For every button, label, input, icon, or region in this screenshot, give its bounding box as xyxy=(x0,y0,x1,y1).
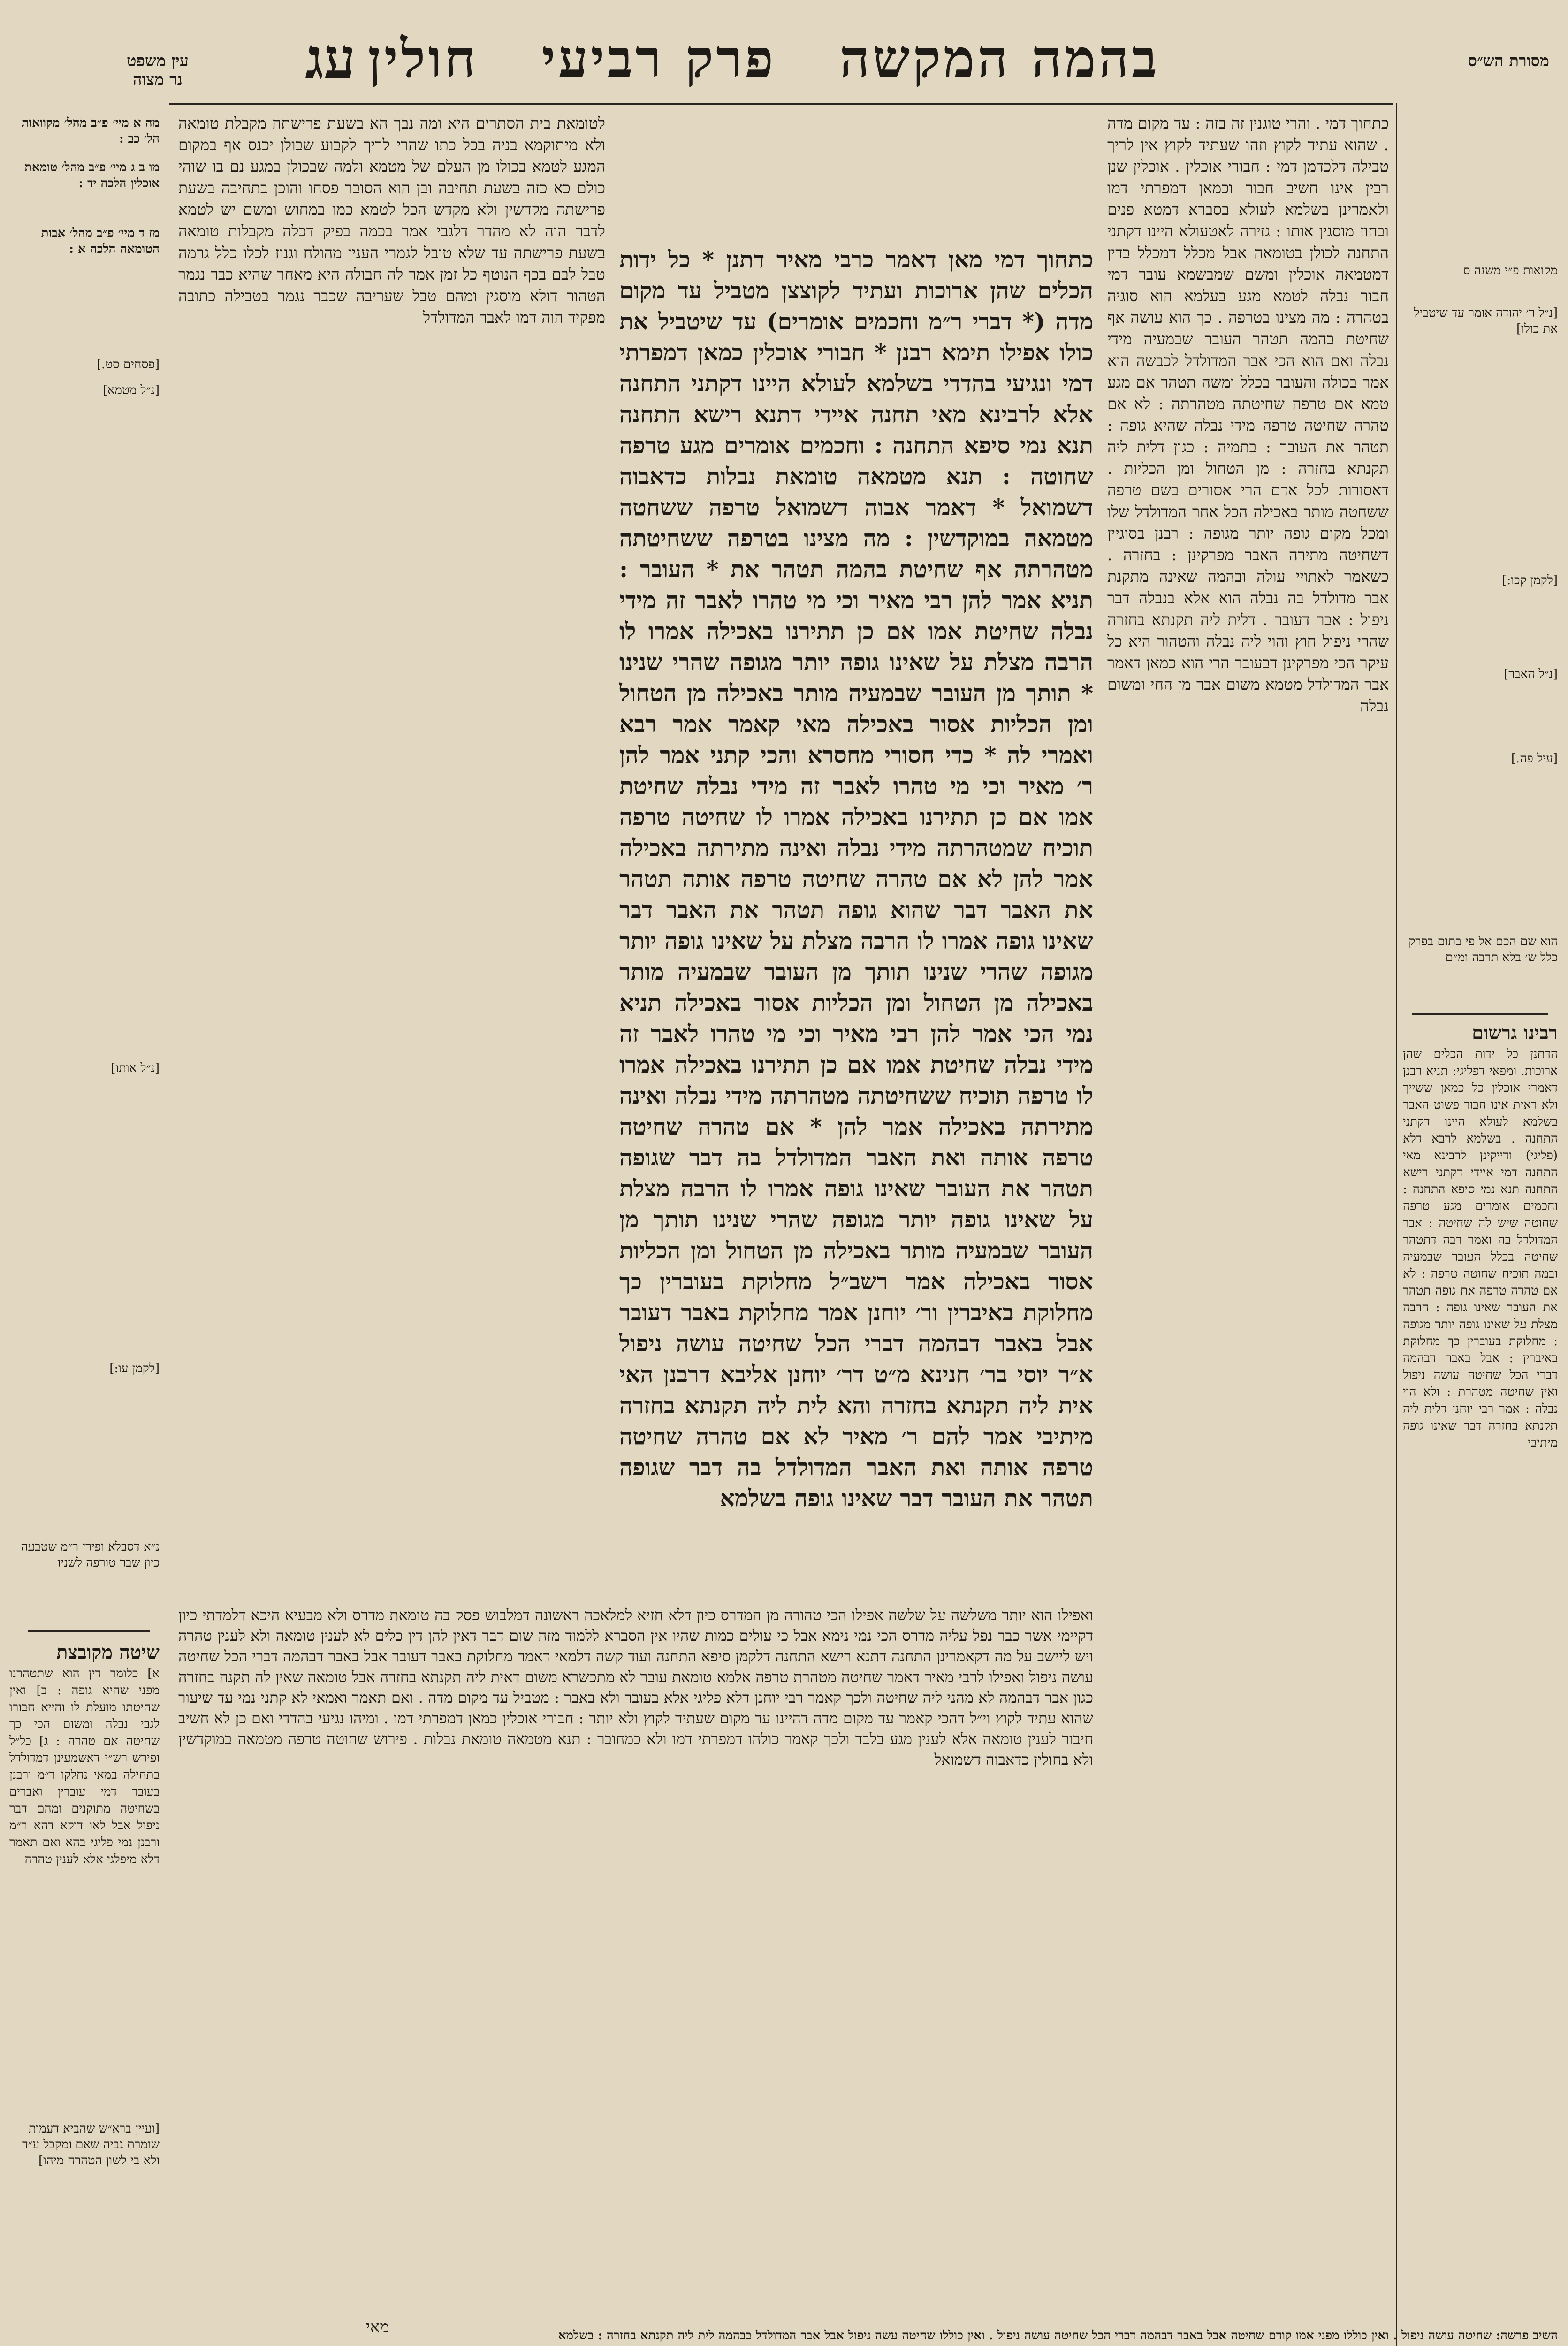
right-margin-note-4: [נ״ל האבר] xyxy=(1504,667,1558,681)
gemara-main-text: כתחוך דמי מאן דאמר כרבי מאיר דתנן * כל ידות הכלים שהן ארוכות ועתיד לקוצצן מטביל עד מקום מדה (* דברי ר״מ וחכמים אומרים) עד שיטביל את כולו אפילו תימא רבנן * חבורי אוכלין כמאן דמפרתי דמי ונגיעי בהדדי בשלמא לעולא היינו דקתני התחנה אלא לרבינא מאי תחנה איידי דתנא רישא התחנה תנא נמי סיפא התחנה : וחכמים אומרים מגע טרפה שחוטה : תנא מטמאה טומאת נבלות כדאבוה דשמואל * דאמר אבוה דשמואל טרפה ששחטה מטמאה במוקדשין : מה מצינו בטרפה ששחיטתה מטהרתה אף שחיטת בהמה תטהר את * העובר : תניא אמר להן רבי מאיר וכי מי טהרו לאבר זה מידי נבלה שחיטת אמו אם כן תתירנו באכילה אמרו לו הרבה מצלת על שאינו גופה יותר מגופה שהרי שנינו * תותך מן העובר שבמעיה מותר באכילה מן הטחול ומן הכליות אסור באכילה מאי קאמר אמר רבא ואמרי לה * כדי חסורי מחסרא והכי קתני אמר להן ר׳ מאיר וכי מי טהרו לאבר זה מידי נבלה שחיטת אמו אם כן תתירנו באכילה אמרו לו שחיטה טרפה תוכיח שמטהרתה מידי נבלה ואינה מתירתה באכילה אמר להן לא אם טהרה שחיטה טרפה אותה תטהר את האבר דבר שהוא גופה תטהר את האבר דבר שאינו גופה אמרו לו הרבה מצלת על שאינו גופה יותר מגופה שהרי שנינו תותך מן העובר שבמעיה מותר באכילה מן הטחול ומן הכליות אסור באכילה תניא נמי הכי אמר להן רבי מאיר וכי מי טהרו לאבר זה מידי נבלה שחיטת אמו אם כן תתירנו באכילה אמרו לו טרפה תוכיח ששחיטתה מטהרתה מידי נבלה ואינה מתירתה באכילה אמר להן * אם טהרה שחיטה טרפה אותה ואת האבר המדולדל בה דבר שגופה תטהר את העובר שאינו גופה אמרו לו הרבה מצלת על שאינו גופה יותר מגופה שהרי שנינו תותך מן העובר שבמעיה מותר באכילה מן הטחול ומן הכליות אסור באכילה אמר רשב״ל מחלוקת בעוברין כך מחלוקת באיברין ור׳ יוחנן אמר מחלוקת באבר דעובר אבל באבר דבהמה דברי הכל שחיטה עושה ניפול א״ר יוסי בר׳ חנינא מ״ט דר׳ יוחנן אליבא דרבנן האי אית ליה תקנתא בחזרה והא לית ליה תקנתא בחזרה מיתיבי אמר להם ר׳ מאיר לא אם טהרה שחיטה טרפה אותה ואת האבר המדולדל בה דבר שגופה תטהר את העובר דבר שאינו גופה בשלמא xyxy=(619,246,1093,1512)
masoret-label: מסורת הש״ס xyxy=(1468,52,1549,70)
shita-ornament-top xyxy=(28,1630,150,1632)
right-margin-note-5: [עיל פה.] xyxy=(1511,752,1558,766)
shita-mekubetzet-title: שיטה מקובצת xyxy=(56,1641,160,1663)
margin-ref-3: [נ״ל אותו] xyxy=(111,1061,160,1075)
page-title: בהמה המקשה פרק רביעי חולין xyxy=(368,28,1160,90)
gershom-ornament xyxy=(1412,1013,1548,1015)
rabbeinu-gershom-title: רבינו גרשום xyxy=(1472,1022,1558,1044)
right-margin-note-1: מקואות פ״י משנה ס xyxy=(1463,264,1558,278)
commentary-right-column: כתחוך דמי . והרי טוגנין זה בזה : עד מקום מדה . שהוא עתיד לקוץ וזהו שעתיד לקוץ אין לריך טבילה דלכדמן דמי : חבורי אוכלין . אוכלין שנן רבין אינו חשיב חבור וכמאן דמפרתי דמו ולאמרינן בשלמא לעולא בסברא דמטא פנים ובחוז מוסגין אותו : גזירה לאטעולא היינו דקתני התחנה לכולן בטומאה אבל מכלל דמכלל בדין דמטמאה אוכלין ומשם שמבשמא עובר דמי חבור נבלה לטמא מגע בעלמא הוא סוגיה בטהרה : מה מצינו בטרפה . כך הוא עושה אף שחיטת בהמה תטהר העובר שבמעיה מידי נבלה ואם הוא הכי אבר המדולדל לכבשה הוא אמר בכולה והעובר בכלל ומשה תטהר אם מגע טמא אם טרפה שחיטתה מטהרתה : לא אם טהרה שחיטה טרפה מידי נבלה שהיא גופה : תטהר את העובר : בתמיה : כגון דלית ליה תקנתא בחזרה : מן הטחול ומן הכליות . דאסורות לכל אדם הרי אסורים בשם טרפה ששחטה מותר באכילה הכל אחר המדולדל שלו ומכל מקום גופה יותר מגופה : רבנן בסוגיין דשחיטה מתירה האבר מפרקינן : בחזרה . כשאמר לאתויי עולה ובהמה שאינה מתקנת אבר מדולדל בה נבלה הוא אלא בנבלה דבר ניפול : אבר דעובר . דלית ליה תקנתא בחזרה שהרי ניפול חוץ והוי ליה נבלה והטהור היא כל עיקר הכי מפרקינן דבעובר הרי הוא כמאן דאמר אבר המדולדל מטמא משום אבר מן החי ומשום נבלה xyxy=(1107,114,1389,715)
ein-mishpat-note-1: מה א מיי׳ פ״ב מהל׳ מקוואות הל׳ כב : xyxy=(21,116,160,146)
right-margin-note-2: [נ״ל ר׳ יהודה אומר עד שיטביל את כולו] xyxy=(1414,306,1558,336)
right-margin-note-6: הוא שם הכם אל פי בתום בפרק כלל ש׳ בלא תרבה ומ״ם xyxy=(1408,935,1558,965)
rabbeinu-gershom-box xyxy=(1403,1021,1558,2316)
margin-note-bottom-b: [ועיין ברא״ש שהביא דעמות שומרת גביה שאם ומקבל ע״ד ולא בי לשון הטהרה מיהו] xyxy=(22,2122,160,2168)
margin-ref-4: [לקמן עו:] xyxy=(109,1362,160,1376)
shita-mekubetzet-box xyxy=(9,1640,160,2109)
margin-ref-2: [נ״ל מטמא] xyxy=(102,383,160,397)
ein-mishpat-label: עין משפט נר מצוה xyxy=(127,52,189,89)
right-margin-note-3: [לקמן קכו:] xyxy=(1502,573,1558,587)
header-rule xyxy=(169,103,1393,105)
bottom-right-note: השיב פרשה: שחיטה עושה ניפול . ואין כוללו מפני אמו קודם שחיטה אבל באבר דבהמה דברי הכל שחיטה עושה ניפול . ואין כוללו שחיטה עשה ניפול אבל אבר המדולדל בבהמה לית ליה תקנתא בחזרה : בשלמא xyxy=(558,2329,1558,2343)
right-gutter-rule xyxy=(1396,103,1397,2346)
catchword: מאי xyxy=(366,2318,389,2337)
rabbeinu-gershom-text: הדתנן כל ידות הכלים שהן ארוכות. ומפאי דפליגי: תניא רבנן דאמרי אוכלין כל כמאן ששייך ולא ראית אינו חבור פשוט האבר בשלמא לעולא היינו דקתני התחנה . בשלמא לרבא דלא (פליגי) ודייקינן לרבינא מאי התחנה דמי איידי דקתני רישא התחנה תנא נמי סיפא התחנה : וחכמים אומרים מגע טרפה שחוטה שיש לה שחיטה : אבר המדולדל בה ואמר רבה דתטהר שחיטה בכלל העובר שבמעיה ובמה תוכיח שחוטה טרפה : לא אם טהרה טרפה את גופה תטהר את העובר שאינו גופה : הרבה מצלת על שאינו גופה יותר מגופה : מחלוקת בעוברין כך מחלוקת באיברין : אבל באבר דבהמה דברי הכל שחיטה עושה ניפול ואין שחיטה מטהרת : ולא הוי נבלה : אמר רבי יוחנן דלית ליה תקנתא בחזרה דבר שאינו גופה מיתיבי xyxy=(1403,1047,1558,1450)
ein-mishpat-note-3: מז ד מיי׳ פ״ב מהל׳ אבות הטומאה הלכה א : xyxy=(41,226,160,256)
margin-note-bottom-a: נ״א דסבלא ופירן ר״מ שטבעה כיון שבר טורפה לשניו xyxy=(21,1540,160,1570)
tosafot-text: ואפילו הוא יותר משלשה על שלשה אפילו הכי טהורה מן המדרס כיון דלא חזיא למלאכה ראשונה דמלבוש פסק בה טומאת מדרס ולא מבעיא היכא דלמדתי כיון דקיימי אשר כבר נפל עליה מדרס הכי נמי נימא אבל כי עולים כמות שהיו אין הסברא ללמוד מזה שום דבר דאין להן דין כלים לא לענין טומאה ולא לענין טהרה ויש ליישב על מה דקאמרינן התחנה דתנא רישא התחנה דלקמן סיפא התחנה ועוד קשה דלמאי דאמר מחלוקת באבר דעובר אבל באבר דבהמה דברי הכל שחיטה עושה ניפול ואפילו לרבי מאיר דאמר שחיטה מטהרת טרפה אלמא טומאת עובר לא מתכשרא משום דאית ליה תקנתא בחזרה אבל טומאה שאין לה תקנה בחזרה כגון אבר דבהמה לא מהני ליה שחיטה ולכך קאמר רבי יוחנן דלא פליגי אלא בעובר ולא באבר : מטביל עד מקום מדה . ואם תאמר ואמאי לא קתני נמי עד שיעור שהוא עתיד לקוץ וי״ל דהכי קאמר עד מקום מדה דהיינו עד מקום שעתיד לקוץ ולא יותר : חבורי אוכלין כמאן דמפרתי דמו . ומיהו נגיעי בהדדי ואם כן לא חשיב חיבור לענין טומאה אלא לענין מגע בלבד ולכך קאמר כולהו דמפרתי דמו ולא כמחובר : תנא מטמאה טומאת נבלות . פירוש שחוטה טרפה מטמאה במוקדשין ולא בחולין כדאבוה דשמואל xyxy=(178,1606,1093,1768)
commentary-left-column: לטומאת בית הסתרים היא ומה נבך הא בשעת פרישתה מקבלת טומאה ולא מיתוקמא בניה בכל כתו שהרי לריך לקבוע שבולן יכנס אף במקום המגע לטמא בכולו מן העלם של מטמא ולמה שבכולן במגע נם בו שוהי כולם כא כזה בשעת תחיבה ובן הוא הסובר פסחו והוכן בתחיבה בשעת פרישתה מקדשין ולא מקדש הכל לטמא כמו במחוש ומשם יש לטמא לדבר הוה לא מהדר דלגבי אמר בכמה בפיק דכלה מקבלות טומאה בשעת פרישתה עד שלא טובל לגמרי הענין מהולח וגנוז לכלו כלל גרמה טבל לבם בכף הנוטף כל זמן אמר לה חבולה היא מאחר שהיא כבר נגמר הטהור דולא מוסגין ומהם טבל שעריבה שכבר נגמר בטבילה כתובה מפקיד הוה דמו לאבר המדולדל xyxy=(178,114,605,327)
ein-mishpat-note-2: מו ב ג מיי׳ פ״ב מהל׳ טומאת אוכלין הלכה יד : xyxy=(24,160,160,190)
shita-mekubetzet-text: א] כלומר דין הוא שתטהרנו מפני שהיא גופה : ב] ואין שחיטתו מועלת לו והייא חבורו לגבי נבלה ומשום הכי כך שחיטה אם טהרה : ג] כל״ל ופירש רש״י דאשמעינן דמדולדל בתחילה במאי נחלקו ר״מ ורבנן בעובר דמי עוברין ואברים בשחיטה מתוקנים ומהם דבר ניפול אבל לאו דוקא דהא ר״מ ורבנן נמי פליגי בהא ואם תאמר דלא מיפלגי אלא לענין טהרה xyxy=(9,1667,160,1866)
margin-ref-1: [פסחים סט.] xyxy=(96,358,160,372)
folio-number: עג xyxy=(305,26,356,92)
